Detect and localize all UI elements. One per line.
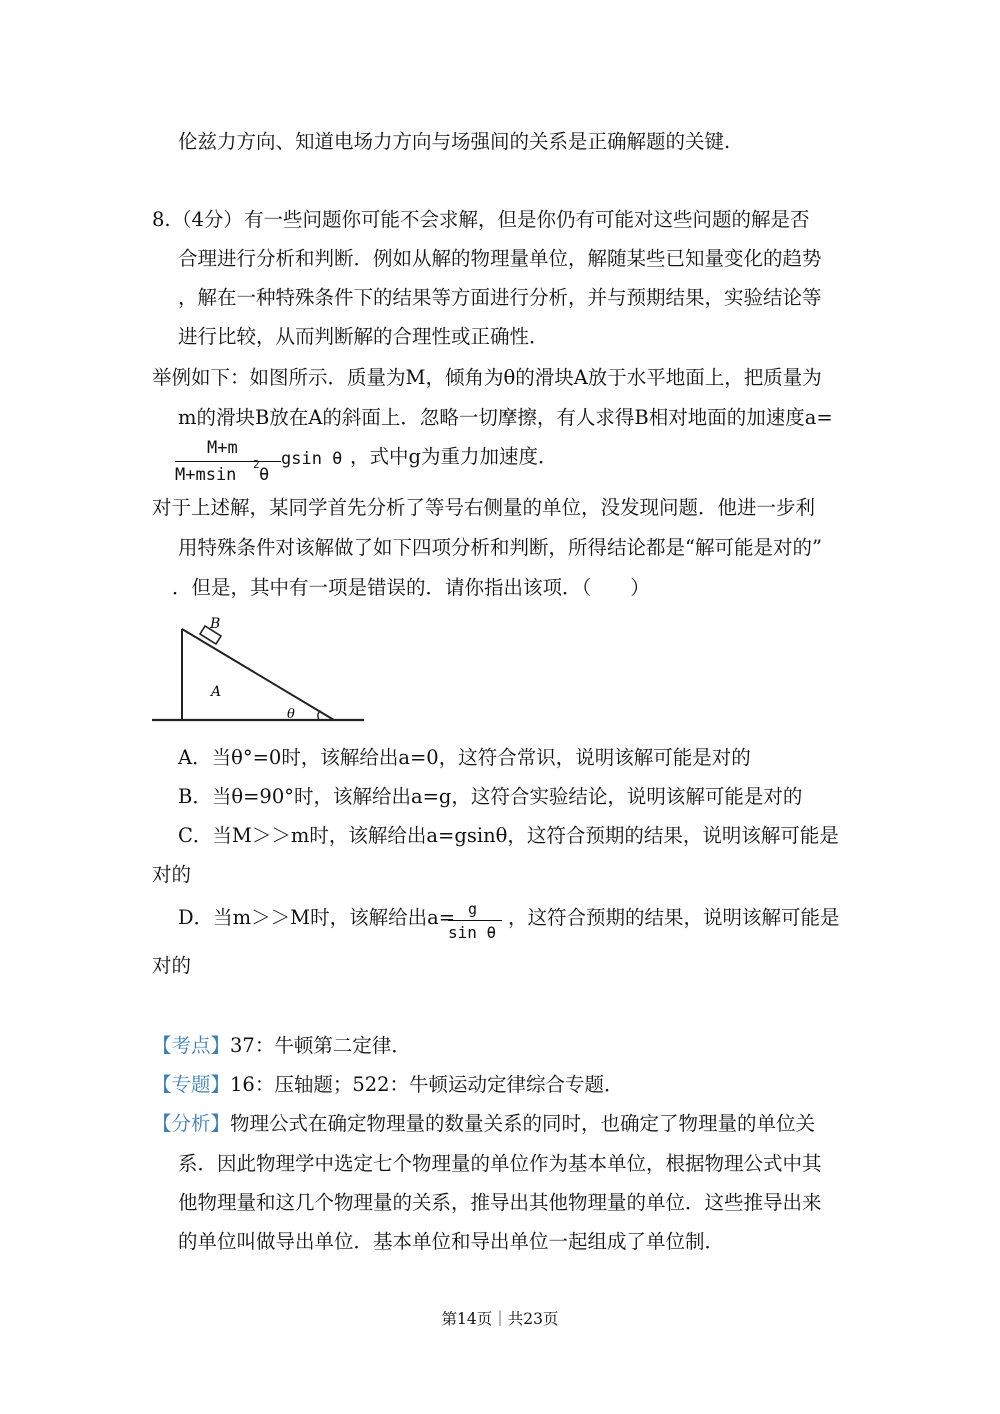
- fenxi-row: [152, 1110, 815, 1138]
- wedge-incline: [182, 629, 334, 720]
- analysis-line-1: 对于上述解，某同学首先分析了等号右侧量的单位，没发现问题．他进一步利: [152, 496, 816, 519]
- label-theta: θ: [287, 707, 295, 722]
- formula-numerator: M+m: [207, 438, 238, 458]
- label-b: B: [210, 616, 221, 632]
- top-line: 伦兹力方向、知道电场力方向与场强间的关系是正确解题的关键.: [178, 130, 731, 153]
- fenxi-line-1: 物理公式在确定物理量的数量关系的同时，也确定了物理量的单位关: [230, 1112, 816, 1135]
- option-c-line-2: 对的: [152, 863, 192, 886]
- kaodian-text: 37：牛顿第二定律．: [230, 1034, 411, 1057]
- question-intro-line-3: ，解在一种特殊条件下的结果等方面进行分析，并与预期结果，实验结论等: [178, 286, 822, 309]
- fenxi-line-2: 系．因此物理学中选定七个物理量的单位作为基本单位，根据物理公式中其: [178, 1152, 822, 1175]
- question-intro-line-2: 合理进行分析和判断．例如从解的物理量单位，解随某些已知量变化的趋势: [178, 247, 822, 270]
- formula-denominator-exponent: 2: [253, 458, 260, 471]
- example-line-1: 举例如下：如图所示．质量为M，倾角为θ的滑块A放于水平地面上，把质量为: [152, 366, 822, 389]
- formula-denominator-tail: θ: [259, 465, 270, 485]
- page-footer: 第14页｜共23页: [441, 1310, 559, 1328]
- option-d-bar: [448, 920, 502, 921]
- option-d-suffix: ，这符合预期的结果，说明该解可能是: [508, 906, 840, 929]
- zhuanti-tag: 【专题】: [152, 1073, 231, 1096]
- zhuanti-row: [152, 1071, 624, 1099]
- option-a: A．当θ°=0时，该解给出a=0，这符合常识，说明该解可能是对的: [178, 746, 751, 769]
- option-d-line-2: 对的: [152, 954, 192, 977]
- option-c-line-1: C．当M＞＞m时，该解给出a=gsinθ，这符合预期的结果，说明该解可能是: [178, 824, 839, 847]
- question-intro-line-1: 有一些问题你可能不会求解，但是你仍有可能对这些问题的解是否: [244, 208, 810, 231]
- option-b: B．当θ=90°时，该解给出a=g，这符合实验结论，说明该解可能是对的: [178, 785, 803, 808]
- formula-bar: [175, 461, 281, 462]
- question-number: 8.: [152, 208, 171, 231]
- formula-tail-text: ，式中g为重力加速度．: [350, 445, 558, 468]
- formula-suffix: gsin θ: [281, 449, 343, 469]
- zhuanti-text: 16：压轴题；522：牛顿运动定律综合专题．: [230, 1073, 624, 1096]
- question-intro-line-4: 进行比较，从而判断解的合理性或正确性．: [178, 325, 549, 348]
- option-d-prefix: D．当m＞＞M时，该解给出a=: [178, 906, 456, 929]
- incline-figure: [150, 612, 370, 728]
- fenxi-tag: 【分析】: [152, 1112, 231, 1135]
- kaodian-tag: 【考点】: [152, 1034, 231, 1057]
- formula-denominator-main: M+msin: [175, 465, 237, 485]
- fenxi-line-3: 他物理量和这几个物理量的关系，推导出其他物理量的单位．这些推导出来: [178, 1191, 822, 1214]
- fenxi-line-4: 的单位叫做导出单位．基本单位和导出单位一起组成了单位制．: [178, 1230, 725, 1253]
- option-d-numerator: g: [468, 900, 478, 918]
- question-points: （4分）: [172, 208, 243, 231]
- label-a: A: [211, 684, 222, 700]
- example-line-2: m的滑块B放在A的斜面上．忽略一切摩擦，有人求得B相对地面的加速度a=: [178, 406, 833, 429]
- option-d-fraction: [446, 902, 506, 946]
- acceleration-formula: [175, 438, 285, 488]
- option-d-denominator: sin θ: [448, 923, 497, 942]
- analysis-line-2: 用特殊条件对该解做了如下四项分析和判断，所得结论都是“解可能是对的”: [178, 536, 822, 559]
- analysis-line-3: ．但是，其中有一项是错误的．请你指出该项．（ ）: [172, 576, 650, 599]
- kaodian-row: [152, 1032, 411, 1060]
